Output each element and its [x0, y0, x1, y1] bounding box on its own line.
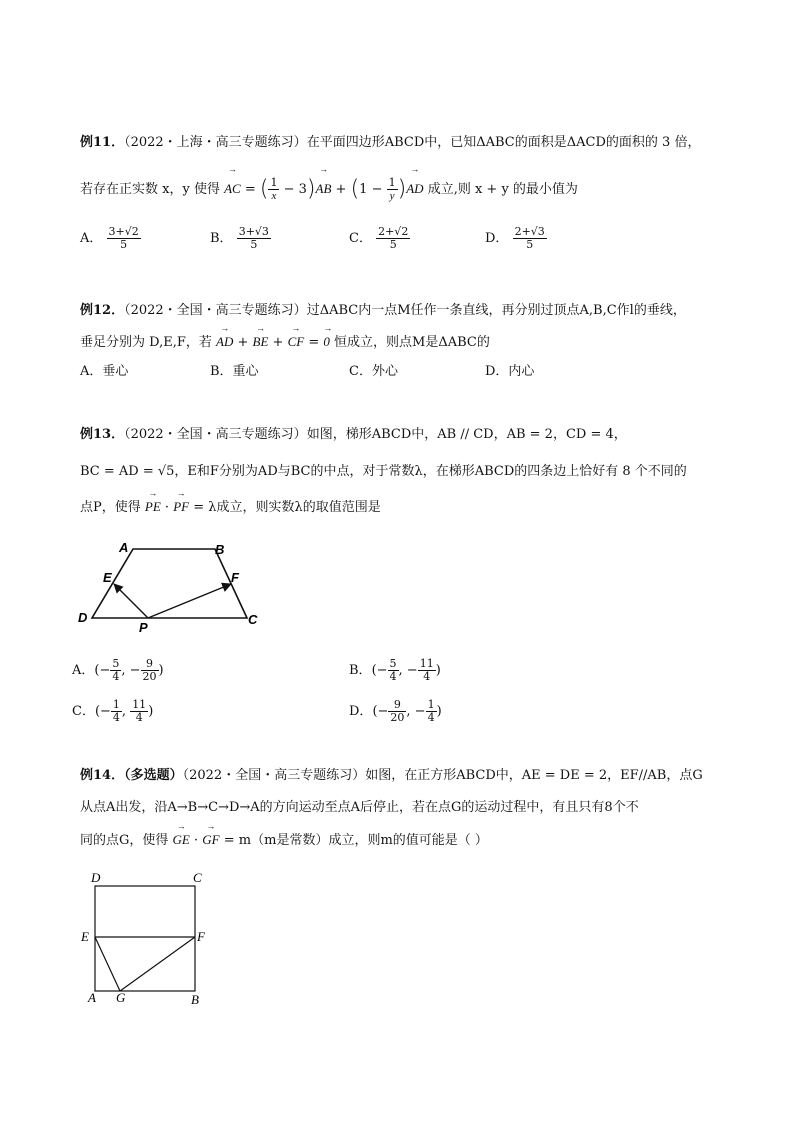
ex12-option-c: C．外心 [349, 364, 398, 379]
ex14-square-figure [78, 868, 218, 1008]
ex13-label: 例13． [80, 427, 125, 442]
ex14-label-a: A [88, 990, 96, 1005]
ex12-line2 [80, 333, 490, 352]
ex13-label-c: C [248, 612, 258, 627]
ex13-dot-product: → PE · → PF [145, 500, 189, 515]
vector-pe [114, 584, 148, 618]
ex13-option-c: C．(− $\frac{1}{4}$ , $\frac{11}{4}$ ) [72, 698, 154, 724]
ex11-option-a: A． $\frac{3+√2}{5}$ [80, 225, 139, 251]
ex11-source: （2022・上海・高三专题练习） [124, 135, 307, 150]
ex11-text1: 在平面四边形ABCD中，已知ΔABC的面积是ΔACD的面积的 3 倍， [306, 135, 701, 150]
ex14-text3b: = m（m是常数）成立，则m的值可能是（ ） [223, 833, 488, 848]
ex13-label-p: P [139, 620, 148, 633]
ex11-vector-equation: → AC = ( $\frac{1}{x}$ − 3)→ AB + (1 − $\frac{1}{y}$ )→ AD [224, 182, 428, 197]
ex11-option-b: B． $\frac{3+√3}{5}$ [210, 225, 269, 251]
ex13-label-f: F [231, 570, 239, 585]
ex14-label: 例14． [80, 768, 125, 783]
ex12-source: （2022・全国・高三专题练习） [124, 303, 307, 318]
ex14-tag: （多选题） [124, 768, 183, 783]
ex13-source: （2022・全国・高三专题练习） [124, 427, 307, 442]
segment-gf [120, 937, 195, 991]
ex11-text2b: 成立,则 x + y 的最小值为 [427, 182, 578, 197]
ex12-text2b: 恒成立，则点M是ΔABC的 [334, 335, 490, 350]
ex12-vector-equation: → AD + → BE + → CF = → 0 [216, 335, 330, 350]
ex13-text1: 如图，梯形ABCD中，AB // CD，AB = 2，CD = 4， [306, 427, 627, 442]
ex13-option-b: B．(− $\frac{5}{4}$ , − $\frac{11}{4}$ ) [349, 657, 441, 683]
ex13-label-b: B [215, 542, 225, 557]
ex12-text2a: 垂足分别为 D,E,F，若 [80, 335, 212, 350]
ex14-line1 [80, 767, 703, 785]
trapezoid-outline [92, 549, 247, 618]
ex11-text2a: 若存在正实数 x，y 使得 [80, 182, 220, 197]
ex13-line3 [80, 498, 381, 517]
ex12-option-a: A．垂心 [80, 364, 129, 379]
ex12-option-b: B．重心 [210, 364, 259, 379]
ex13-label-a: A [119, 540, 129, 555]
ex11-label: 例11． [80, 135, 125, 150]
ex13-trapezoid-figure [75, 538, 265, 633]
ex11-option-c: C． $\frac{2+√2}{5}$ [349, 225, 409, 251]
segment-ge [95, 937, 120, 991]
ex14-text3a: 同的点G，使得 [80, 833, 169, 848]
vector-pf [148, 584, 231, 618]
ex14-text1: 如图，在正方形ABCD中，AE = DE = 2，EF//AB，点G [365, 768, 703, 783]
ex13-text3a: 点P，使得 [80, 500, 141, 515]
ex13-label-e: E [103, 570, 112, 585]
ex14-label-c: C [193, 870, 202, 885]
ex12-option-d: D．内心 [485, 364, 535, 379]
ex14-line3 [80, 831, 488, 850]
ex12-text1: 过ΔABC内一点M任作一条直线，再分别过顶点A,B,C作l的垂线， [306, 303, 686, 318]
ex14-dot-product: → GE · → GF [173, 833, 220, 848]
ex11-line1 [80, 134, 700, 152]
ex14-label-b: B [191, 992, 199, 1007]
ex11-option-d: D． $\frac{2+√3}{5}$ [485, 225, 545, 251]
ex13-line2: BC = AD = √5，E和F分别为AD与BC的中点，对于常数λ，在梯形ABCD的四条边上恰好有 8 个不同的 [80, 464, 687, 479]
ex14-label-e: E [81, 929, 89, 944]
ex12-label: 例12． [80, 303, 125, 318]
ex13-label-d: D [78, 610, 88, 625]
ex14-label-f: F [197, 929, 205, 944]
ex11-line2 [80, 174, 578, 205]
ex13-option-d: D．(− $\frac{9}{20}$ , − $\frac{1}{4}$ ) [349, 698, 442, 724]
ex14-label-g: G [116, 990, 126, 1005]
ex14-label-d: D [91, 870, 101, 885]
ex13-text3b: = λ成立，则实数λ的取值范围是 [193, 500, 381, 515]
ex13-line1 [80, 426, 627, 444]
square-outline [95, 886, 195, 991]
ex14-line2: 从点A出发，沿A→B→C→D→A的方向运动至点A后停止，若在点G的运动过程中，有且只有8个不 [80, 800, 639, 815]
ex13-option-a: A．(− $\frac{5}{4}$ , − $\frac{9}{20}$ ) [72, 657, 164, 683]
ex14-source: （2022・全国・高三专题练习） [182, 768, 366, 783]
ex12-line1 [80, 302, 686, 320]
